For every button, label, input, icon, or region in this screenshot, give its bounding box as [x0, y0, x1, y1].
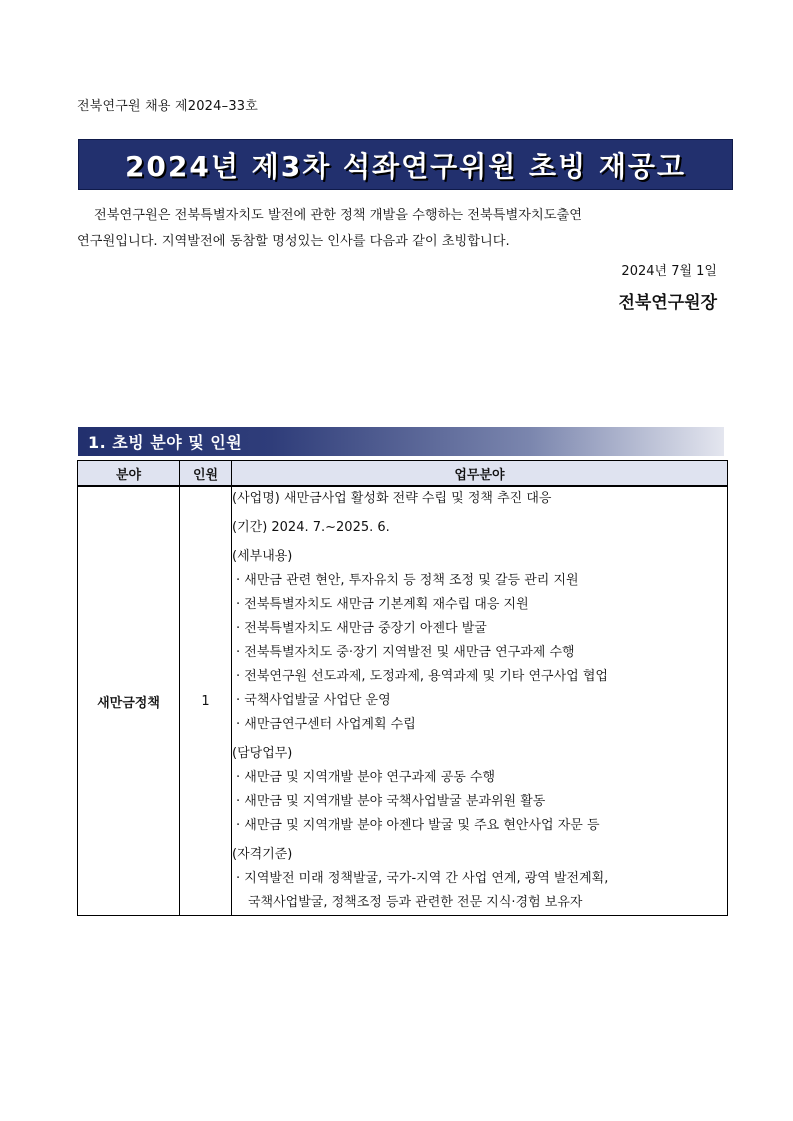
header-field: 분야: [78, 461, 180, 487]
period-line: (기간) 2024. 7.~2025. 6.: [232, 520, 390, 535]
header-duties: 업무분야: [232, 461, 728, 487]
table-header-row: [78, 461, 728, 487]
announcement-date: 2024년 7월 1일: [621, 264, 717, 279]
signer: 전북연구원장: [618, 293, 717, 313]
duty-item: · 새만금 및 지역개발 분야 연구과제 공동 수행: [236, 770, 496, 785]
detail-item: · 전북특별자치도 새만금 기본계획 재수립 대응 지원: [236, 597, 529, 612]
title-banner: [78, 139, 733, 190]
duties-label: (담당업무): [232, 746, 293, 761]
details-label: (세부내용): [232, 549, 293, 564]
duties-cell: [232, 486, 728, 916]
intro-line-2: 연구원입니다. 지역발전에 동참할 명성있는 인사를 다음과 같이 초빙합니다.: [77, 234, 510, 249]
detail-item: · 국책사업발굴 사업단 운영: [236, 693, 391, 708]
detail-item: · 전북특별자치도 중·장기 지역발전 및 새만금 연구과제 수행: [236, 645, 575, 660]
detail-item: · 전북특별자치도 새만금 중장기 아젠다 발굴: [236, 621, 487, 636]
intro-paragraph: [77, 203, 717, 255]
header-count: 인원: [180, 461, 232, 487]
table-row: [78, 486, 728, 916]
document-number: 전북연구원 채용 제2024–33호: [77, 99, 259, 114]
qualification-line-2: 국책사업발굴, 정책조정 등과 관련한 전문 지식·경험 보유자: [248, 895, 583, 910]
qualification-label: (자격기준): [232, 847, 293, 862]
detail-item: · 전북연구원 선도과제, 도정과제, 용역과제 및 기타 연구사업 협업: [236, 669, 608, 684]
count-value: 1: [180, 486, 232, 916]
qualification-line-1: · 지역발전 미래 정책발굴, 국가-지역 간 사업 연계, 광역 발전계획,: [236, 871, 609, 886]
duty-item: · 새만금 및 지역개발 분야 아젠다 발굴 및 주요 현안사업 자문 등: [236, 818, 600, 833]
recruitment-table: [77, 460, 728, 916]
page-title: 2024년 제3차 석좌연구위원 초빙 재공고: [124, 149, 687, 183]
section-1-heading: 1. 초빙 분야 및 인원: [88, 433, 243, 452]
project-line: (사업명) 새만금사업 활성화 전략 수립 및 정책 추진 대응: [232, 491, 552, 506]
section-1-header: [78, 427, 724, 456]
detail-item: · 새만금연구센터 사업계획 수립: [236, 717, 416, 732]
intro-line-1: 전북연구원은 전북특별자치도 발전에 관한 정책 개발을 수행하는 전북특별자치도출연: [94, 208, 582, 223]
field-value: 새만금정책: [78, 486, 180, 916]
duty-item: · 새만금 및 지역개발 분야 국책사업발굴 분과위원 활동: [236, 794, 546, 809]
detail-item: · 새만금 관련 현안, 투자유치 등 정책 조정 및 갈등 관리 지원: [236, 573, 579, 588]
